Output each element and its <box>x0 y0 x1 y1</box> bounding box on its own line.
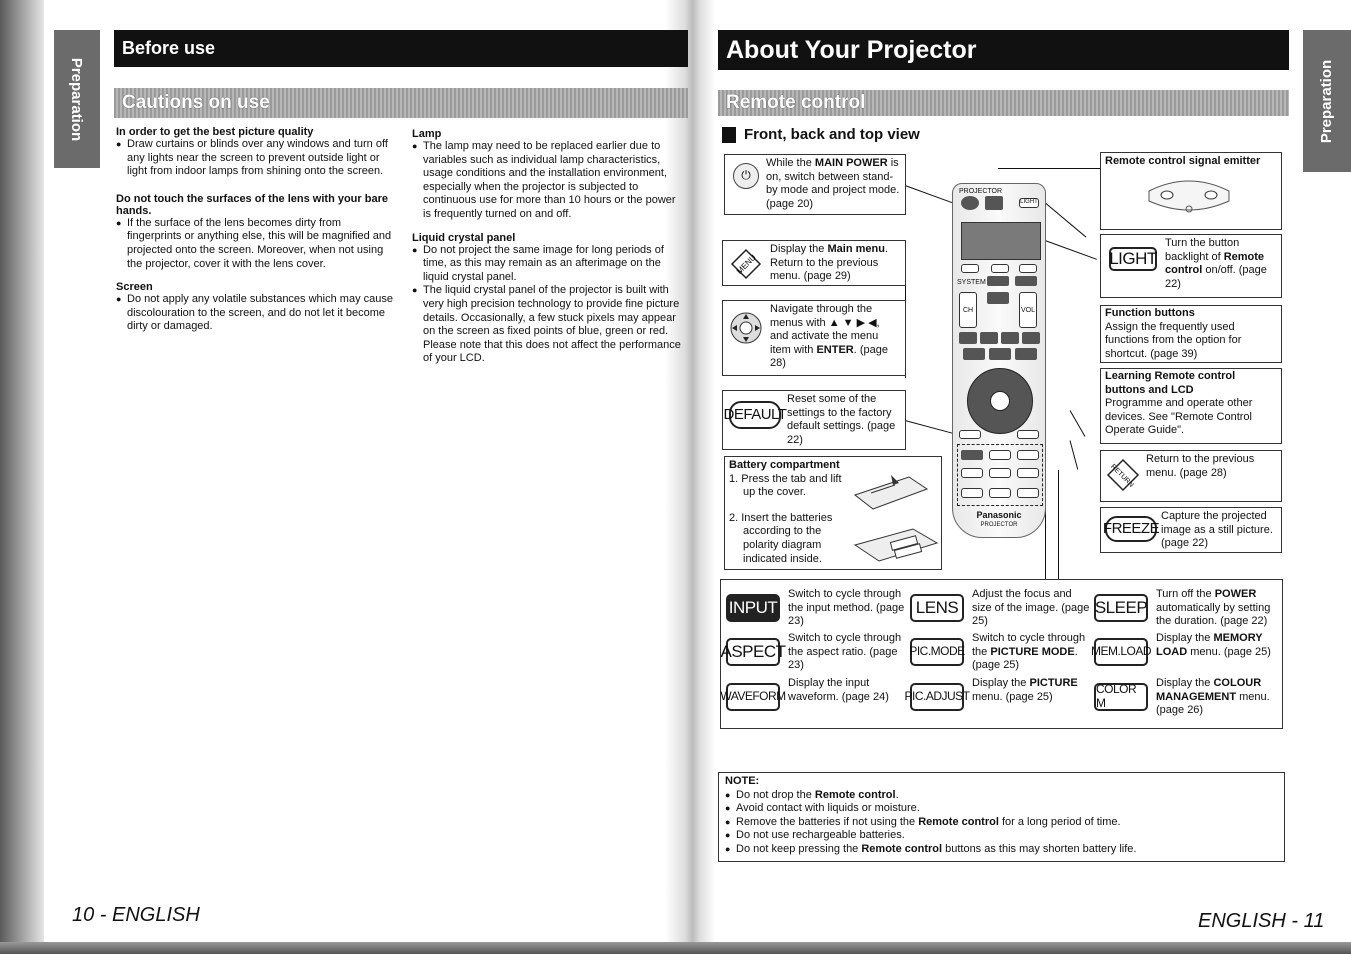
grid-cell-lens <box>910 588 1092 630</box>
battery-cover-illustration <box>851 469 929 513</box>
grid-cell-colorm <box>1094 677 1276 719</box>
freeze-button-icon: FREEZE <box>1105 516 1157 542</box>
remote-model-label: PROJECTOR <box>980 522 1018 528</box>
remote-vol-rocker: VOL <box>1019 292 1037 328</box>
remote-aspect-button <box>961 468 983 478</box>
heading-lamp: Lamp <box>412 128 442 140</box>
grid-cell-text: Turn off the POWER automatically by setting the duration. (page 22) <box>1156 588 1271 628</box>
callout-freeze: FREEZE Capture the projected image as a still picture. (page 22) <box>1100 507 1282 553</box>
leader-line <box>1040 198 1087 237</box>
input-button-icon: INPUT <box>726 594 780 622</box>
remote-lens-button <box>989 450 1011 460</box>
remote-picmode-button <box>989 468 1011 478</box>
cautions-column-1 <box>116 126 396 334</box>
remote-transport-button <box>959 332 977 344</box>
remote-light-button: LIGHT <box>1019 198 1039 208</box>
remote-control-illustration <box>952 183 1046 538</box>
remote-default-button <box>959 430 981 439</box>
remote-label-projector: PROJECTOR <box>959 188 1003 195</box>
note-title: NOTE: <box>725 775 760 787</box>
page-number-right: ENGLISH - 11 <box>1198 910 1325 932</box>
grid-cell-text: Display the COLOUR MANAGEMENT menu. (page 26) <box>1156 677 1270 717</box>
grid-cell-text: Switch to cycle through the input method. (page 23) <box>788 588 905 628</box>
note-item: ● Avoid contact with liquids or moisture. <box>725 802 1278 816</box>
section-marker-icon <box>722 127 736 143</box>
grid-cell-memload <box>1091 632 1276 674</box>
waveform-button-icon: WAVEFORM <box>726 683 780 711</box>
remote-waveform-button <box>961 488 983 498</box>
remote-power-button-2 <box>985 196 1003 210</box>
leader-line <box>998 168 1100 169</box>
callout-navigation: Navigate through the menus with ▲ ▼ ▶ ◀, and activate the menu item with ENTER. (page 28) <box>722 300 906 376</box>
leader-line <box>1058 470 1059 580</box>
leader-line <box>1070 410 1086 436</box>
remote-play-button <box>1015 348 1037 360</box>
leader-line <box>905 185 957 205</box>
picmode-button-icon: PIC.MODE <box>910 638 964 666</box>
bullet-lens-dirty: ● If the surface of the lens becomes dirty from fingerprints or anything else, this will be magnified and projected onto the screen. Moreover, when not using the projector, cover it with the lens cover. <box>116 217 396 271</box>
remote-label-system: SYSTEM <box>957 279 986 286</box>
note-box <box>718 772 1285 862</box>
callout-default: DEFAULT Reset some of the settings to the factory default settings. (page 22) <box>722 390 906 450</box>
remote-pause-button <box>989 348 1011 360</box>
menu-button-icon <box>729 247 763 281</box>
note-item: ● Do not use rechargeable batteries. <box>725 829 1278 843</box>
callout-light: LIGHT Turn the button backlight of Remote control on/off. (page 22) <box>1100 234 1282 298</box>
remote-input-button <box>961 450 983 460</box>
grid-cell-text: Display the PICTURE menu. (page 25) <box>972 677 1078 703</box>
grid-cell-text: Switch to cycle through the PICTURE MODE. (page 25) <box>972 632 1086 672</box>
grid-cell-waveform <box>720 677 908 719</box>
sleep-button-icon: SLEEP <box>1094 594 1148 622</box>
remote-function-button-2 <box>991 264 1009 273</box>
light-button-icon: LIGHT <box>1109 247 1157 271</box>
section-header-before-use: Before use <box>114 30 688 67</box>
page-number-left: 10 - ENGLISH <box>72 904 200 926</box>
grid-cell-text: Display the input waveform. (page 24) <box>788 677 889 703</box>
callout-return: RETURN Return to the previous menu. (page 28) <box>1100 450 1282 502</box>
callout-battery-compartment: Battery compartment 1. Press the tab and lift up the cover. 2. Insert the batteries according to the polarity diagram indicated inside. <box>724 456 942 570</box>
power-icon: ⏻ <box>733 163 759 189</box>
note-item: ● Do not keep pressing the Remote control buttons as this may shorten battery life. <box>725 843 1278 857</box>
note-item: ● Remove the batteries if not using the Remote control for a long period of time. <box>725 816 1278 830</box>
note-item: ● Do not drop the Remote control. <box>725 789 1278 803</box>
battery-insert-illustration <box>851 523 941 567</box>
callout-signal-emitter: Remote control signal emitter <box>1100 152 1282 230</box>
heading-picture-quality: In order to get the best picture quality <box>116 126 314 138</box>
bullet-lamp: ● The lamp may need to be replaced earlier due to variables such as individual lamp characteristics, usage conditions and the installation environment, especially when the projector is subjected to continuous use for more than 10 hours or the power is frequently turned on and off. <box>412 140 684 222</box>
bullet-afterimage: ● Do not project the same image for long periods of time, as this may remain as an afterimage on the liquid crystal panel. <box>412 244 684 285</box>
remote-power-button <box>961 196 979 210</box>
remote-system-button-2 <box>1015 276 1037 286</box>
remote-brand-label: Panasonic <box>976 510 1022 520</box>
navigation-pad-icon <box>729 311 763 345</box>
picadjust-button-icon: PIC.ADJUST <box>910 683 964 711</box>
callout-menu: MENU Display the Main menu. Return to the previous menu. (page 29) <box>722 240 906 286</box>
side-tab-left: Preparation <box>54 30 100 168</box>
callout-learning: Learning Remote control buttons and LCD Programme and operate other devices. See "Remote Control Operate Guide". <box>1100 368 1282 444</box>
remote-transport-button <box>980 332 998 344</box>
section-subheader-cautions: Cautions on use <box>114 88 688 118</box>
lens-button-icon: LENS <box>910 594 964 622</box>
leader-line <box>1070 440 1079 469</box>
leader-line <box>1045 240 1097 260</box>
page-bottom-edge <box>0 942 1351 954</box>
remote-memload-button <box>1017 468 1039 478</box>
callout-function-buttons: Function buttons Assign the frequently used functions from the option for shortcut. (page 39) <box>1100 305 1282 363</box>
remote-freeze-button <box>1017 430 1039 439</box>
bullet-curtains: ● Draw curtains or blinds over any windows and turn off any lights near the screen to prevent outside light or light from indoor lamps from shining onto the screen. <box>116 138 396 179</box>
remote-sleep-button <box>1017 450 1039 460</box>
grid-cell-aspect <box>720 632 908 674</box>
heading-screen: Screen <box>116 281 153 294</box>
heading-lcd: Liquid crystal panel <box>412 231 516 244</box>
colorm-button-icon: COLOR M <box>1094 683 1148 711</box>
page-edge-left <box>0 0 44 954</box>
remote-stop-button <box>963 348 985 360</box>
section-header-about-projector: About Your Projector <box>718 30 1289 70</box>
aspect-button-icon: ASPECT <box>726 638 780 666</box>
grid-cell-text: Display the MEMORY LOAD menu. (page 25) <box>1156 632 1271 658</box>
bullet-stuck-pixels: ● The liquid crystal panel of the projector is built with very high precision technology to provide fine picture details. Occasionally, a few stuck pixels may appear on the screen as fixed points of blue, green or red. Please note that this does not affect the performance of your LCD. <box>412 284 684 366</box>
grid-cell-text: Adjust the focus and size of the image. (page 25) <box>972 588 1090 628</box>
cautions-column-2 <box>412 128 684 366</box>
remote-colorm-button <box>1017 488 1039 498</box>
remote-mute-button <box>987 292 1009 304</box>
grid-cell-picadjust <box>904 677 1092 719</box>
svg-text:RETURN: RETURN <box>1109 463 1135 489</box>
heading-lens-touch: Do not touch the surfaces of the lens with your bare hands. <box>116 192 388 217</box>
signal-emitter-illustration <box>1139 171 1239 223</box>
remote-system-button-1 <box>987 276 1009 286</box>
remote-navigation-pad <box>967 368 1033 434</box>
memload-button-icon: MEM.LOAD <box>1094 638 1148 666</box>
default-button-icon: DEFAULT <box>729 401 781 429</box>
leader-line <box>905 420 954 434</box>
remote-lcd-screen <box>961 222 1041 260</box>
callout-main-power: ⏻ While the MAIN POWER is on, switch between stand-by mode and project mode. (page 20) <box>724 154 906 215</box>
grid-cell-text: Switch to cycle through the aspect ratio. (page 23) <box>788 632 902 672</box>
remote-transport-button <box>1001 332 1019 344</box>
remote-function-button-3 <box>1019 264 1037 273</box>
grid-cell-sleep <box>1094 588 1276 630</box>
remote-enter-button <box>990 391 1010 411</box>
remote-function-button-1 <box>961 264 979 273</box>
side-tab-right: Preparation <box>1303 30 1351 172</box>
section-title-front-back-top: Front, back and top view <box>744 126 920 143</box>
remote-ch-rocker: CH <box>959 292 977 328</box>
svg-text:MENU: MENU <box>734 252 758 276</box>
grid-cell-input <box>726 588 908 630</box>
grid-cell-picmode <box>910 632 1092 674</box>
remote-picadjust-button <box>989 488 1011 498</box>
section-subheader-remote-control: Remote control <box>718 90 1289 116</box>
return-button-icon <box>1105 457 1141 493</box>
bullet-screen: ● Do not apply any volatile substances which may cause discolouration to the screen, and do not let it become dirty or damaged. <box>116 293 396 334</box>
remote-transport-button <box>1022 332 1040 344</box>
